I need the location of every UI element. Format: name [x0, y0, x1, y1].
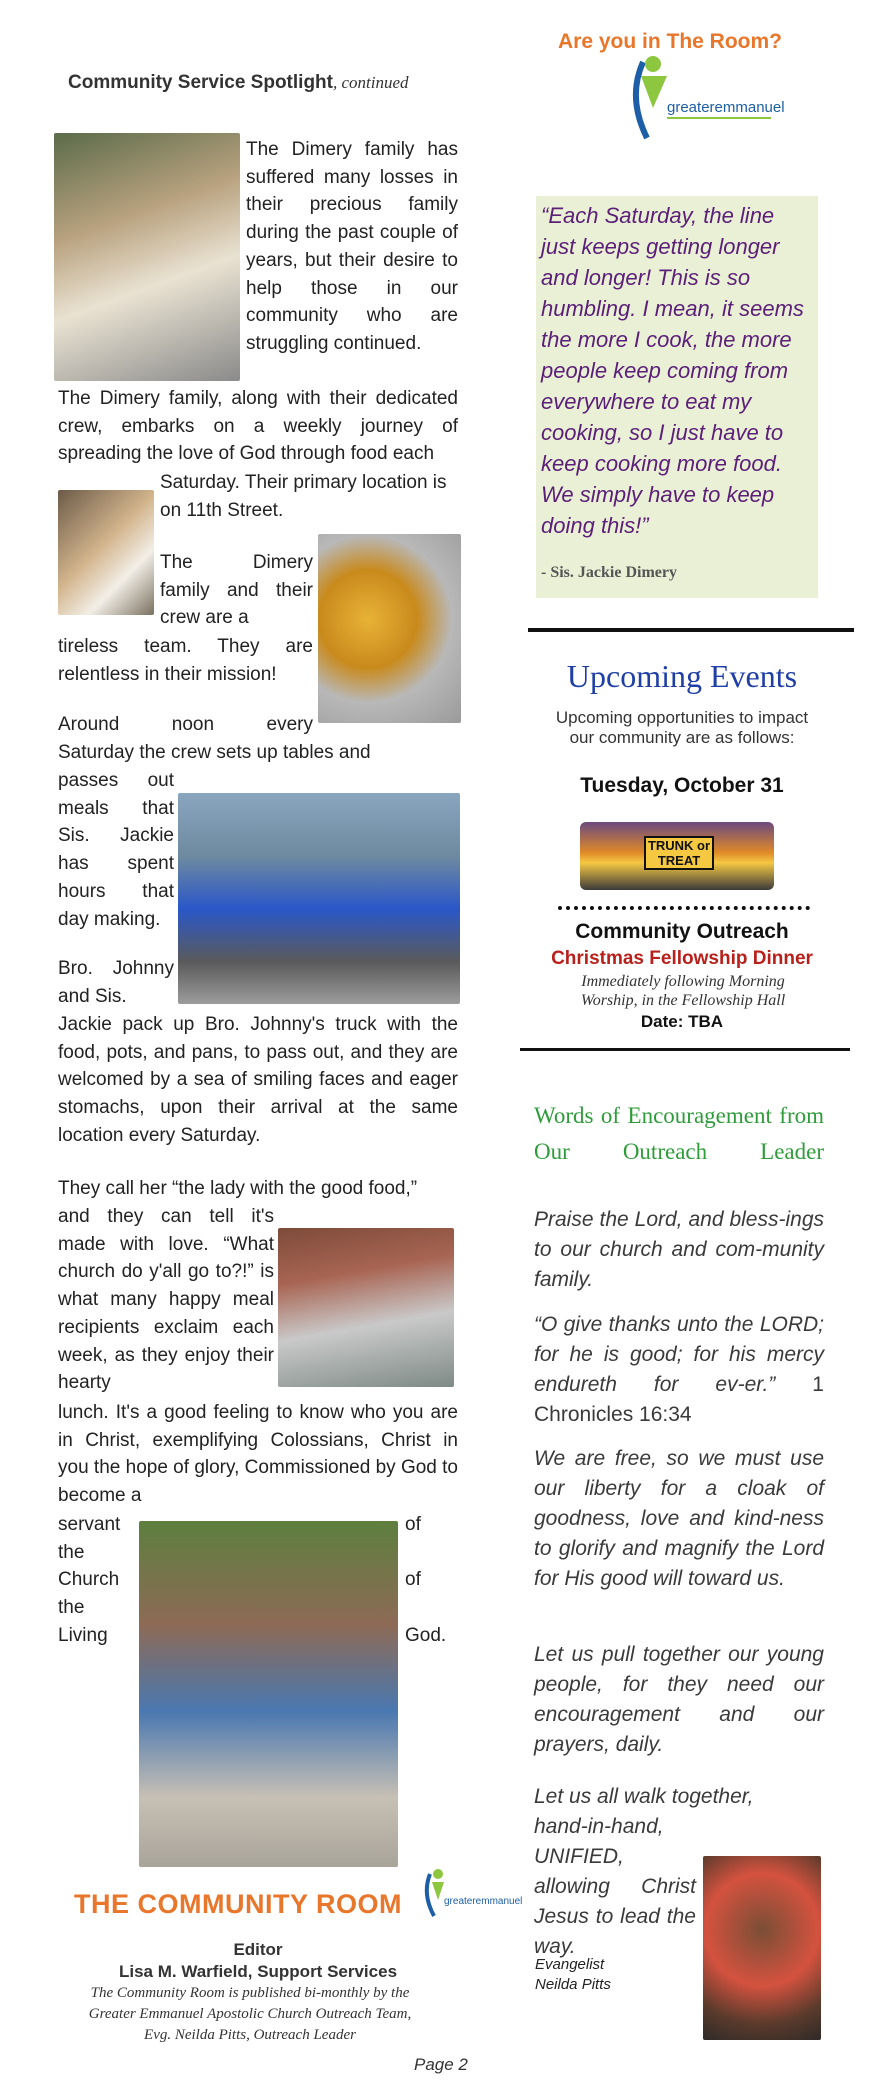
- para2-side: The Dimery family and their crew are a: [160, 552, 313, 629]
- para5-side: and they can tell it's made with love. “What church do y'all go to?!” is what many happy meal recipients exclaim each week, as they enjoy their hearty: [58, 1206, 274, 1394]
- encouragement-1: Praise the Lord, and bless-ings to our church and com-munity family.: [534, 1208, 824, 1291]
- heading-continued: , continued: [332, 73, 409, 92]
- para5-full2: lunch. It's a good feeling to know who you are in Christ, exemplifying Colossians, Christ in you the hope of glory, Commissioned by God to become a: [58, 1402, 458, 1507]
- room-question: Are you in The Room?: [557, 30, 782, 53]
- photo-food-trays: [58, 490, 154, 615]
- para3-top: Around noon every: [58, 714, 313, 735]
- encouragement-4: Let us pull together our young people, for they need our encouragement and our prayers, daily.: [534, 1643, 824, 1756]
- para5-right-words: of of God.: [405, 1514, 447, 1646]
- church-logo-large-icon: [625, 50, 785, 145]
- encouragement-2: [534, 1310, 824, 1430]
- para1-side: The Dimery family has suffered many losses in their precious family during the past couple of years, but their desire to help those in our community who are struggling continued.: [246, 139, 458, 354]
- signature-title: Evangelist: [535, 1956, 605, 1973]
- trunk-or-treat-graphic: [580, 822, 774, 890]
- photo-serving-line: [54, 133, 240, 381]
- dotted-divider: [558, 906, 810, 910]
- event2-name: Christmas Fellowship Dinner: [551, 948, 813, 969]
- photo-casserole: [318, 534, 461, 723]
- encouragement-3: We are free, so we must use our liberty for a cloak of goodness, love and kind-ness to glorify and magnify the Lord for His good will toward us.: [534, 1447, 824, 1590]
- logo-wordmark-large: greateremmanuel: [667, 99, 785, 116]
- para2-full: tireless team. They are relentless in their mission!: [58, 636, 313, 685]
- trunk-or-treat-label: TRUNK or TREAT: [644, 836, 714, 870]
- church-logo-small: [420, 1866, 523, 1924]
- masthead: [74, 1889, 402, 1920]
- credit-line-2: Greater Emmanuel Apostolic Church Outreach Team,: [88, 2006, 412, 2022]
- event2-title: Community Outreach: [575, 920, 789, 943]
- scripture-text: “O give thanks unto the LORD; for he is good; for his mercy endureth for ev-er.”: [534, 1313, 824, 1396]
- editor-name: Lisa M. Warfield, Support Services: [118, 1962, 398, 1981]
- para3-full: Saturday the crew sets up tables and: [58, 742, 371, 763]
- encouragement-5-top: Let us all walk together,: [534, 1785, 754, 1808]
- para3-side: passes out meals that Sis. Jackie has spent hours that day making.: [58, 770, 174, 930]
- page-number: Page 2: [414, 2055, 468, 2074]
- events-subtitle: Upcoming opportunities to impact our community are as follows:: [555, 708, 809, 747]
- photo-pickup-truck: [178, 793, 460, 1004]
- photo-community-crowd: [139, 1521, 398, 1867]
- scripture-reference: 1 Chronicles 16:34: [534, 1373, 824, 1426]
- event2-date: Date: TBA: [640, 1012, 724, 1031]
- para1-tail: Saturday. Their primary location is on 11th Street.: [160, 472, 447, 521]
- words-title: Words of Encouragement from Our Outreach Leader: [534, 1103, 824, 1164]
- signature-name: Neilda Pitts: [535, 1976, 611, 1993]
- photo-outdoor-serving: [278, 1228, 454, 1387]
- para1-full: The Dimery family, along with their dedicated crew, embarks on a weekly journey of spreading the love of God through food each: [58, 388, 458, 465]
- quote-text: “Each Saturday, the line just keeps getting longer and longer! This is so humbling. I mean, it seems the more I cook, the more people keep coming from everywhere to eat my cooking, so I just have to keep cooking more food. We simply have to keep doing this!”: [541, 203, 804, 538]
- para4-full: Jackie pack up Bro. Johnny's truck with the food, pots, and pans, to pass out, and they are welcomed by a sea of smiling faces and eager stomachs, upon their arrival at the same location every Saturday.: [58, 1014, 458, 1146]
- logo-wordmark: greateremmanuel: [444, 1896, 523, 1907]
- para4-side: Bro. Johnny and Sis.: [58, 958, 174, 1007]
- encouragement-5: hand-in-hand, UNIFIED, allowing Christ Jesus to lead the way.: [534, 1815, 696, 1958]
- masthead-title: THE COMMUNITY ROOM: [74, 1889, 402, 1919]
- photo-neilda-pitts: [703, 1856, 821, 2040]
- para5-full1: They call her “the lady with the good food,”: [58, 1178, 418, 1199]
- heading-text: Community Service Spotlight: [68, 72, 333, 93]
- church-logo: [625, 50, 785, 145]
- event1-date: Tuesday, October 31: [580, 774, 784, 797]
- credit-line-1: The Community Room is published bi-monthly by the: [90, 1985, 410, 2001]
- para5-left-words: servant the Church the Living: [58, 1514, 121, 1646]
- event2-desc: Immediately following Morning Worship, in the Fellowship Hall: [580, 973, 786, 1009]
- divider-top: [528, 628, 854, 632]
- divider-bottom: [520, 1048, 850, 1051]
- editor-label: Editor: [233, 1940, 283, 1959]
- quote-attribution: - Sis. Jackie Dimery: [541, 564, 677, 581]
- events-title: Upcoming Events: [566, 658, 798, 694]
- credit-line-3: Evg. Neilda Pitts, Outreach Leader: [144, 2027, 356, 2043]
- church-logo-icon: [420, 1866, 523, 1924]
- section-heading: [68, 72, 409, 94]
